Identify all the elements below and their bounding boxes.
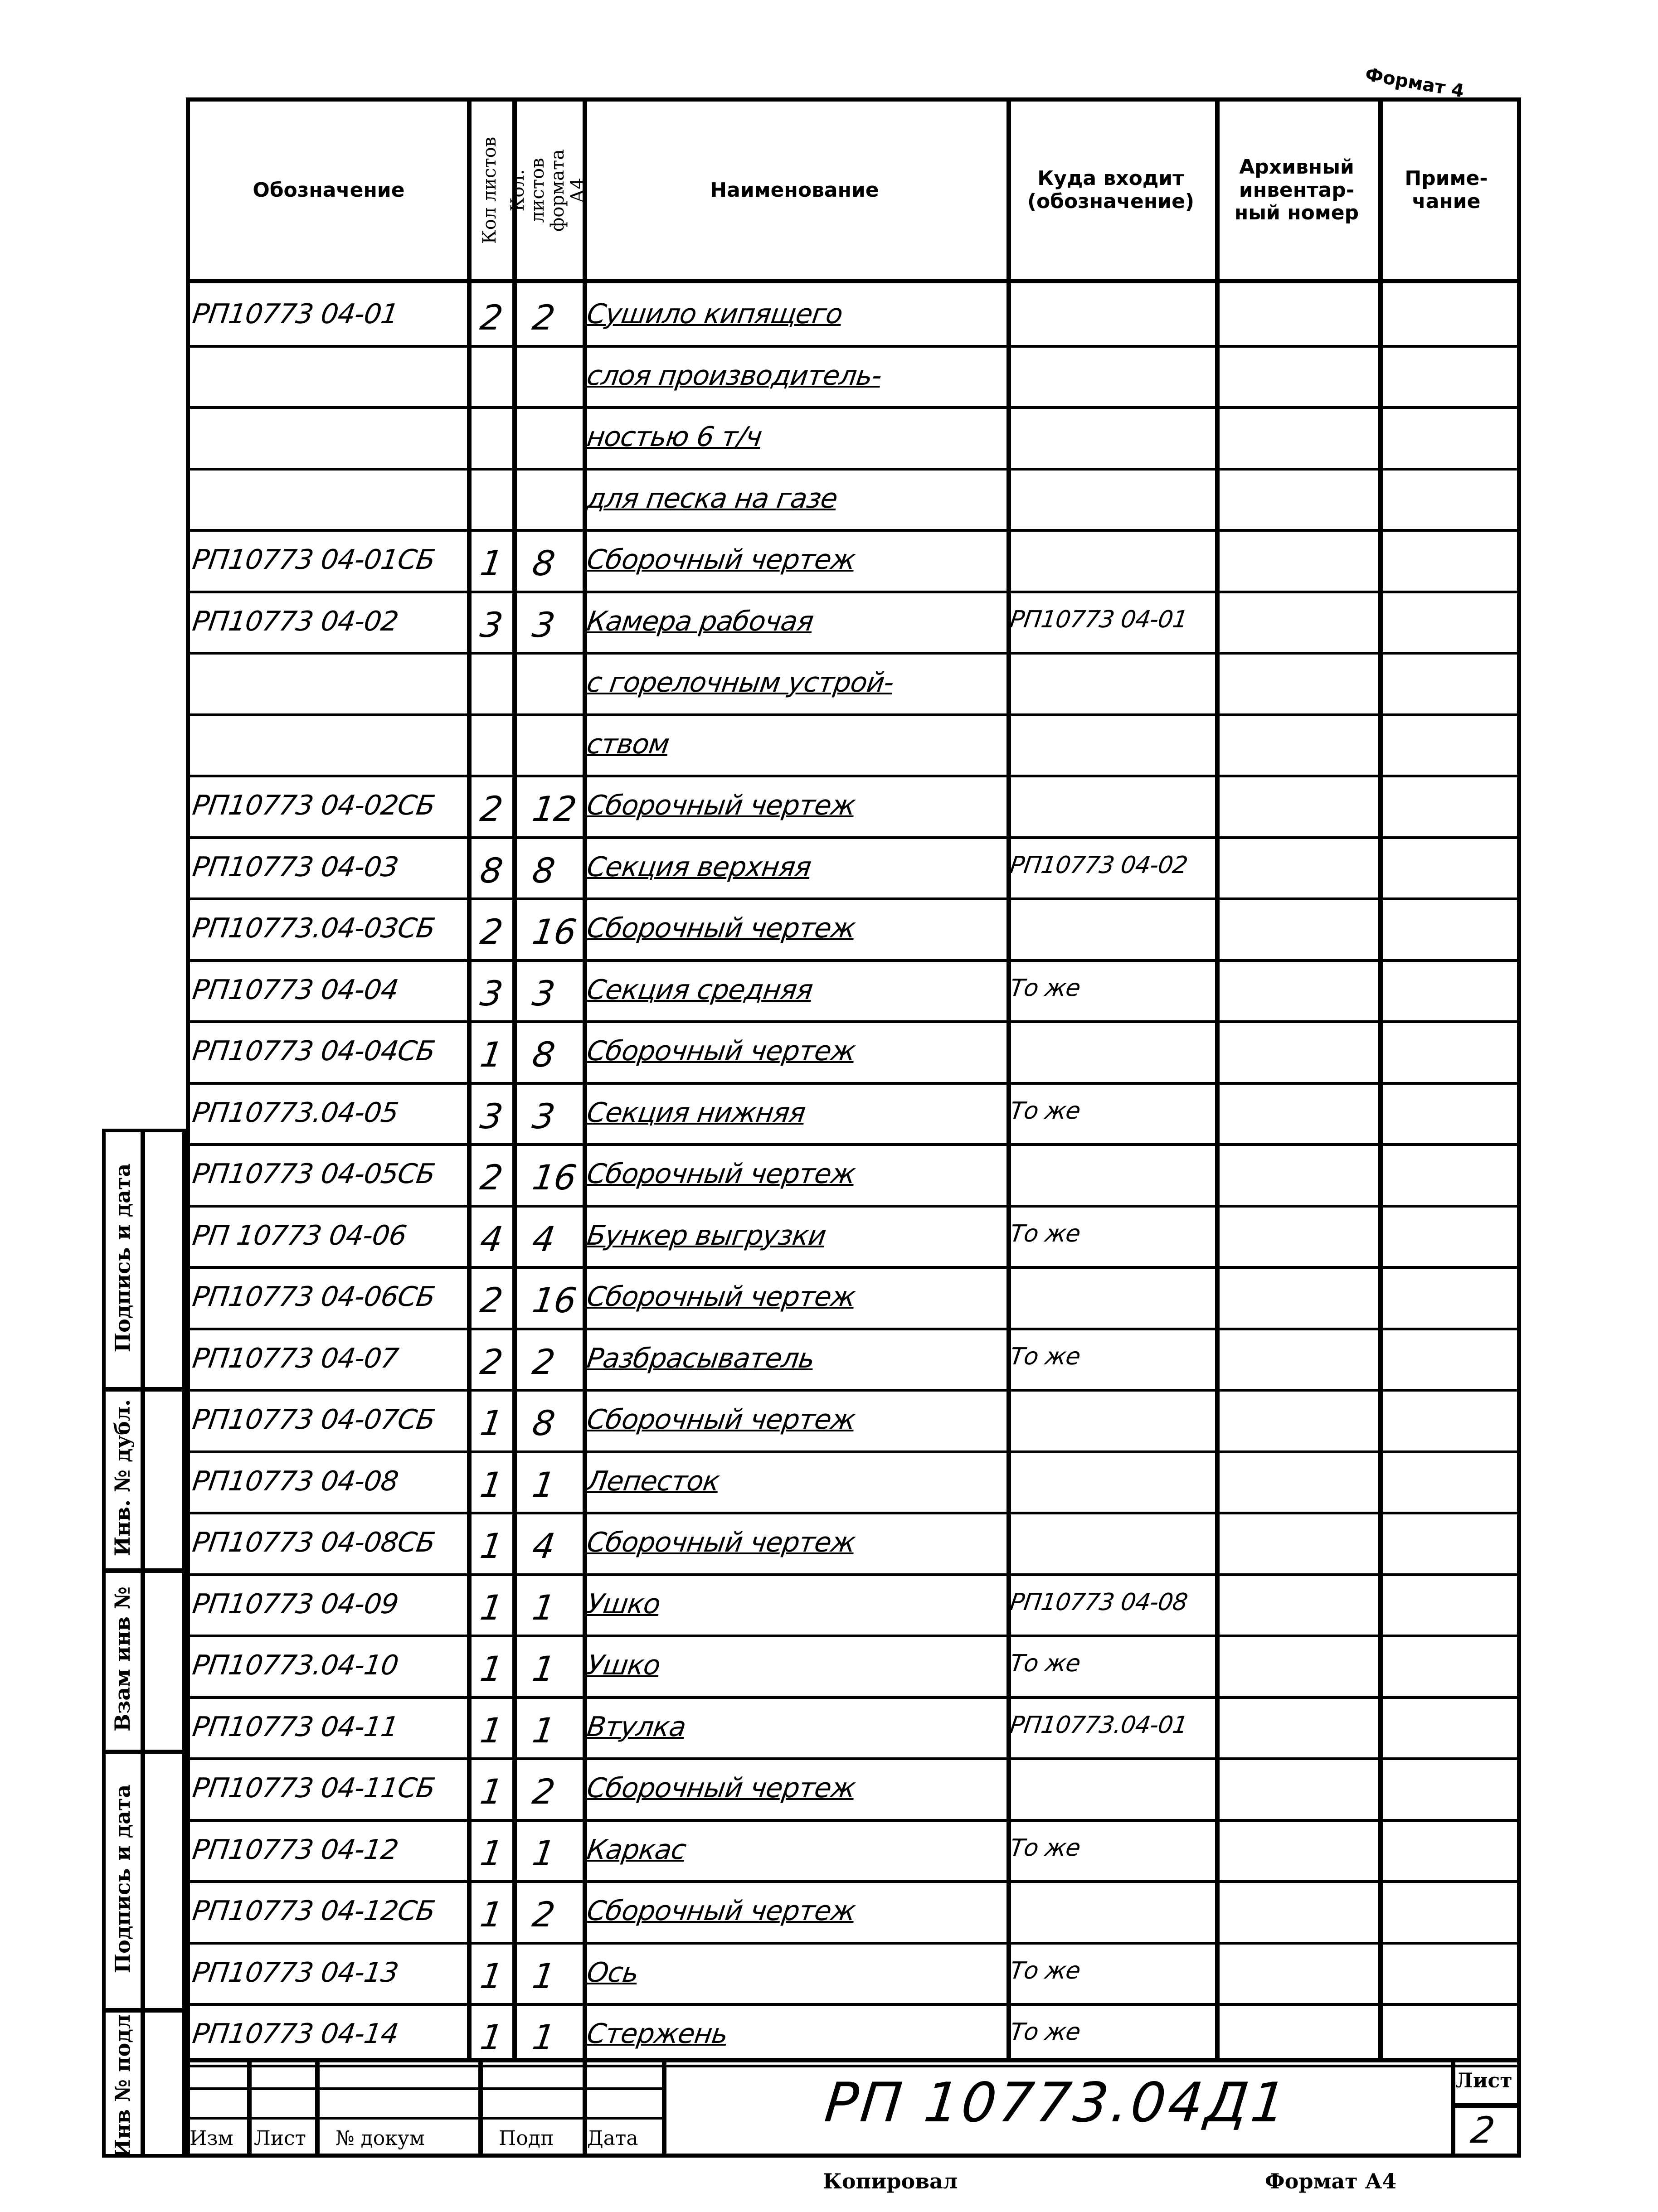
cell-name: Разбрасыватель — [585, 1342, 817, 1374]
stamp-signature-date-2: Подпись и дата — [110, 1784, 135, 1974]
cell-sheets-a4: 1 — [530, 1955, 557, 1996]
cell-sheets: 1 — [477, 1464, 505, 1505]
cell-used-in: То же — [1008, 1834, 1082, 1862]
tb-izm: Изм — [190, 2127, 233, 2150]
header-name: Наименование — [710, 178, 879, 202]
cell-sheets-a4: 8 — [530, 1034, 557, 1075]
cell-sheets: 1 — [477, 1034, 505, 1075]
cell-used-in: То же — [1008, 1097, 1082, 1125]
cell-designation: РП10773 04-03 — [190, 851, 400, 883]
cell-name: Сборочный чертеж — [585, 1772, 857, 1804]
cell-sheets-a4: 1 — [530, 2017, 557, 2057]
row-divider — [186, 1942, 1521, 1945]
cell-name: Стержень — [585, 2018, 730, 2050]
row-divider — [186, 2065, 1521, 2067]
cell-designation: РП10773 04-01 — [190, 298, 400, 330]
cell-name: ством — [585, 728, 671, 760]
stamp-inv-orig: Инв № подл. — [110, 2007, 135, 2159]
cell-used-in: РП10773 04-08 — [1008, 1588, 1189, 1616]
cell-name: Секция нижняя — [585, 1096, 807, 1129]
footer-copied: Копировал — [823, 2169, 958, 2193]
cell-sheets: 3 — [477, 1096, 505, 1136]
cell-sheets-a4: 4 — [530, 1526, 557, 1566]
row-divider — [186, 1819, 1521, 1822]
cell-designation: РП10773 04-01СБ — [190, 544, 437, 576]
cell-used-in: То же — [1008, 1650, 1082, 1677]
row-divider — [186, 775, 1521, 777]
cell-name: Секция верхняя — [585, 851, 813, 883]
cell-sheets: 1 — [477, 1587, 505, 1628]
cell-name: Сборочный чертеж — [585, 544, 857, 576]
cell-sheets-a4: 3 — [530, 1096, 557, 1136]
cell-used-in: То же — [1008, 2018, 1082, 2046]
cell-sheets-a4: 8 — [530, 543, 557, 583]
row-divider — [186, 1635, 1521, 1637]
cell-sheets-a4: 1 — [530, 1710, 557, 1751]
cell-sheets: 1 — [477, 1710, 505, 1751]
cell-designation: РП10773 04-11 — [190, 1711, 400, 1743]
tb-col-3 — [478, 2058, 483, 2158]
tb-col-2 — [315, 2058, 320, 2158]
cell-name: Сушило кипящего — [585, 298, 845, 330]
cell-designation: РП10773 04-06СБ — [190, 1281, 437, 1313]
row-divider — [186, 1266, 1521, 1269]
stamp-signature-date-1: Подпись и дата — [110, 1163, 135, 1353]
cell-sheets: 1 — [477, 1526, 505, 1566]
cell-sheets-a4: 16 — [530, 1280, 579, 1320]
cell-name: Лепесток — [585, 1465, 721, 1497]
footer-format: Формат А4 — [1265, 2169, 1397, 2193]
header-sheets-a4: Кол. листов формата А4 — [507, 149, 588, 232]
cell-sheets: 3 — [477, 604, 505, 645]
cell-sheets-a4: 1 — [530, 1587, 557, 1628]
cell-sheets: 2 — [477, 912, 505, 952]
cell-name: Сборочный чертеж — [585, 790, 857, 821]
cell-name: ностью 6 т/ч — [585, 421, 764, 453]
row-divider — [186, 2003, 1521, 2006]
stamp-vzam-inv: Взам инв № — [110, 1586, 135, 1732]
cell-designation: РП10773 04-07СБ — [190, 1404, 437, 1436]
cell-designation: РП10773 04-08 — [190, 1465, 400, 1497]
row-divider — [186, 897, 1521, 900]
tb-sheet-sep — [1451, 2103, 1521, 2108]
cell-sheets-a4: 12 — [530, 789, 579, 829]
column-divider — [1215, 97, 1220, 2058]
tb-sheet-no: 2 — [1468, 2109, 1497, 2151]
header-bottom-line — [186, 279, 1521, 283]
cell-sheets: 1 — [477, 1649, 505, 1689]
cell-sheets-a4: 8 — [530, 1403, 557, 1443]
cell-designation: РП10773 04-11СБ — [190, 1772, 437, 1804]
cell-name: слоя производитель- — [585, 359, 884, 392]
row-divider — [186, 1757, 1521, 1760]
tb-list: Лист — [254, 2127, 306, 2150]
cell-used-in: То же — [1008, 1343, 1082, 1370]
cell-sheets-a4: 2 — [530, 1341, 557, 1382]
cell-name: Ушко — [585, 1588, 662, 1620]
cell-used-in: То же — [1008, 1220, 1082, 1247]
cell-sheets-a4: 8 — [530, 850, 557, 891]
cell-designation: РП10773.04-03СБ — [190, 912, 437, 944]
row-divider — [186, 713, 1521, 716]
stamp-inv-dupl: Инв. № дубл. — [110, 1399, 135, 1557]
cell-sheets: 2 — [477, 1157, 505, 1198]
cell-name: Втулка — [585, 1711, 688, 1743]
corner-mark: Формат 4 — [1363, 64, 1466, 102]
cell-sheets-a4: 4 — [530, 1218, 557, 1259]
cell-sheets-a4: 16 — [530, 1157, 579, 1198]
row-divider — [186, 652, 1521, 655]
column-divider — [467, 97, 472, 2058]
cell-sheets-a4: 3 — [530, 604, 557, 645]
cell-sheets-a4: 1 — [530, 1649, 557, 1689]
cell-name: Сборочный чертеж — [585, 1035, 857, 1067]
cell-designation: РП10773 04-13 — [190, 1956, 400, 1989]
row-divider — [186, 1389, 1521, 1392]
cell-designation: РП10773 04-02СБ — [190, 790, 437, 821]
tb-col-1 — [247, 2058, 252, 2158]
cell-sheets: 1 — [477, 1894, 505, 1935]
row-divider — [186, 406, 1521, 409]
cell-sheets: 1 — [477, 1833, 505, 1873]
cell-name: с горелочным устрой- — [585, 667, 896, 699]
cell-used-in: То же — [1008, 1957, 1082, 1984]
cell-sheets: 2 — [477, 1341, 505, 1382]
title-block-row-1 — [186, 2087, 664, 2090]
cell-sheets: 1 — [477, 1771, 505, 1812]
cell-name: Бункер выгрузки — [585, 1219, 828, 1252]
cell-sheets-a4: 1 — [530, 1464, 557, 1505]
row-divider — [186, 1696, 1521, 1699]
cell-sheets: 1 — [477, 2017, 505, 2057]
row-divider — [186, 1020, 1521, 1023]
cell-sheets: 8 — [477, 850, 505, 891]
header-sheets-count: Кол листов — [479, 136, 500, 244]
tb-col-4 — [583, 2058, 587, 2158]
cell-designation: РП10773 04-09 — [190, 1588, 400, 1620]
row-divider — [186, 959, 1521, 962]
cell-designation: РП10773 04-14 — [190, 2018, 400, 2050]
column-divider — [1378, 97, 1383, 2058]
cell-designation: РП10773 04-04 — [190, 974, 400, 1006]
row-divider — [186, 1082, 1521, 1085]
doc-code: РП 10773.04Д1 — [822, 2071, 1292, 2134]
cell-used-in: РП10773 04-02 — [1008, 851, 1189, 879]
cell-sheets: 1 — [477, 543, 505, 583]
cell-name: Ось — [585, 1956, 641, 1989]
cell-sheets: 4 — [477, 1218, 505, 1259]
row-divider — [186, 836, 1521, 839]
cell-sheets-a4: 2 — [530, 1771, 557, 1812]
cell-sheets-a4: 16 — [530, 912, 579, 952]
cell-designation: РП10773 04-05СБ — [190, 1158, 437, 1190]
header-used-in: Куда входит (обозначение) — [1027, 167, 1195, 213]
row-divider — [186, 1450, 1521, 1453]
cell-designation: РП10773 04-02 — [190, 605, 400, 637]
row-divider — [186, 1573, 1521, 1576]
header-archive-no: Архивный инвентар- ный номер — [1234, 155, 1359, 225]
cell-designation: РП10773 04-07 — [190, 1342, 400, 1374]
cell-sheets: 1 — [477, 1403, 505, 1443]
cell-sheets: 2 — [477, 789, 505, 829]
header-note: Приме- чание — [1405, 167, 1488, 213]
tb-col-6 — [1451, 2058, 1455, 2158]
cell-sheets-a4: 2 — [530, 1894, 557, 1935]
row-divider — [186, 1512, 1521, 1514]
cell-name: Секция средняя — [585, 974, 815, 1006]
cell-name: Сборочный чертеж — [585, 912, 857, 944]
cell-used-in: РП10773.04-01 — [1008, 1711, 1189, 1739]
cell-sheets-a4: 1 — [530, 1833, 557, 1873]
cell-sheets-a4: 3 — [530, 973, 557, 1014]
header-designation: Обозначение — [253, 178, 405, 202]
cell-designation: РП10773 04-12 — [190, 1834, 400, 1866]
cell-designation: РП 10773 04-06 — [190, 1219, 408, 1252]
row-divider — [186, 345, 1521, 348]
cell-designation: РП10773 04-04СБ — [190, 1035, 437, 1067]
cell-sheets: 2 — [477, 1280, 505, 1320]
row-divider — [186, 1880, 1521, 1883]
row-divider — [186, 1143, 1521, 1146]
cell-sheets: 1 — [477, 1955, 505, 1996]
cell-sheets: 2 — [477, 297, 505, 338]
row-divider — [186, 1205, 1521, 1208]
cell-name: Сборочный чертеж — [585, 1895, 857, 1927]
cell-name: Сборочный чертеж — [585, 1158, 857, 1190]
cell-name: Ушко — [585, 1649, 662, 1681]
cell-used-in: РП10773 04-01 — [1008, 606, 1189, 633]
cell-name: Сборочный чертеж — [585, 1404, 857, 1436]
cell-sheets-a4: 2 — [530, 297, 557, 338]
cell-designation: РП10773 04-12СБ — [190, 1895, 437, 1927]
column-divider — [512, 97, 517, 2058]
tb-podp: Подп — [499, 2127, 554, 2150]
cell-sheets: 3 — [477, 973, 505, 1014]
title-block-top — [186, 2058, 1521, 2062]
row-divider — [186, 591, 1521, 593]
cell-designation: РП10773 04-08СБ — [190, 1527, 437, 1558]
cell-name: Сборочный чертеж — [585, 1527, 857, 1558]
tb-sheet-label: Лист — [1455, 2069, 1512, 2092]
cell-used-in: То же — [1008, 974, 1082, 1002]
row-divider — [186, 529, 1521, 532]
tb-data: Дата — [587, 2127, 638, 2150]
cell-name: Каркас — [585, 1834, 688, 1866]
cell-name: Камера рабочая — [585, 605, 816, 637]
cell-designation: РП10773.04-05 — [190, 1096, 400, 1129]
tb-col-5 — [662, 2058, 666, 2158]
cell-designation: РП10773.04-10 — [190, 1649, 400, 1681]
tb-doc-no: № докум — [335, 2127, 425, 2150]
row-divider — [186, 468, 1521, 471]
cell-name: Сборочный чертеж — [585, 1281, 857, 1313]
row-divider — [186, 1328, 1521, 1330]
cell-name: для песка на газе — [585, 482, 840, 514]
title-block-row-2 — [186, 2117, 664, 2120]
column-divider — [1006, 97, 1011, 2058]
